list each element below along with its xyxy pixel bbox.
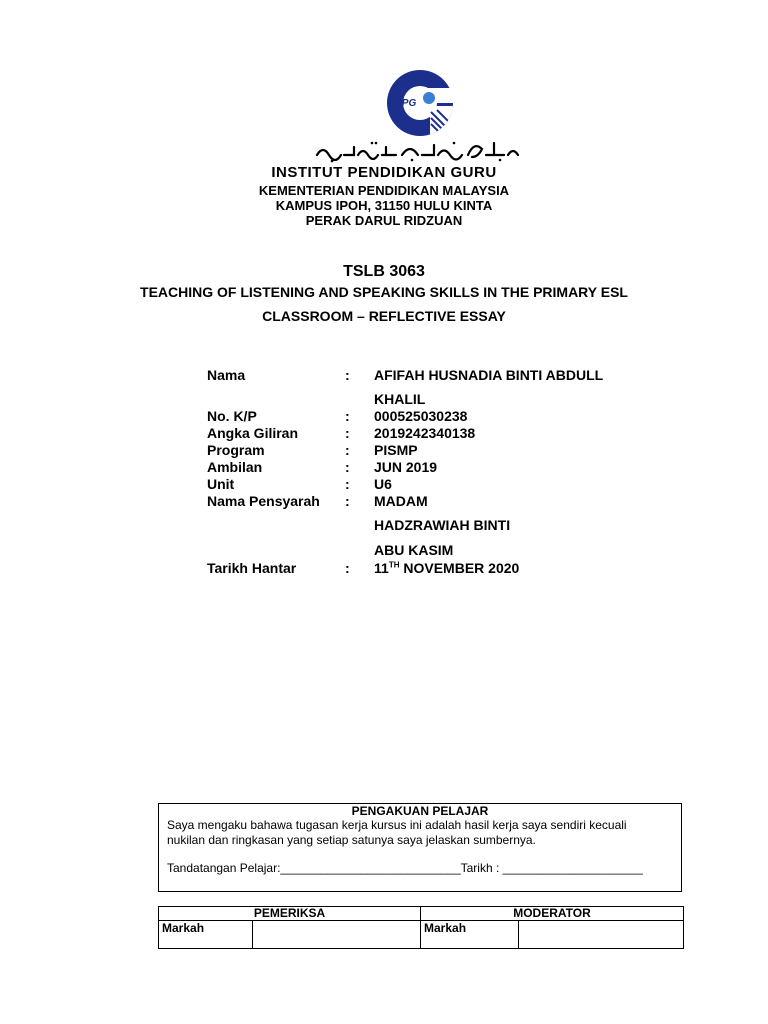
hantar-day: 11	[374, 560, 389, 576]
pensyarah-value-continued: ABU KASIM	[374, 542, 454, 558]
declaration-text-line-2: nukilan dan ringkasan yang setiap satunya saya jelaskan sumbernya.	[167, 833, 536, 847]
giliran-value: 2019242340138	[374, 425, 476, 441]
separator: :	[345, 476, 350, 492]
campus-address: KAMPUS IPOH, 31150 HULU KINTA	[275, 198, 493, 213]
svg-text:IPG: IPG	[399, 98, 417, 109]
state-name: PERAK DARUL RIDZUAN	[305, 213, 463, 228]
ambilan-label: Ambilan	[207, 459, 263, 475]
declaration-text-line-1: Saya mengaku bahawa tugasan kerja kursus ini adalah hasil kerja saya sendiri kecuali	[167, 818, 627, 832]
nama-value: AFIFAH HUSNADIA BINTI ABDULL	[374, 367, 604, 383]
hantar-month-year: NOVEMBER 2020	[399, 560, 520, 576]
signature-line: Tandatangan Pelajar:___________________________Tarikh : _____________________	[167, 861, 643, 875]
ipg-logo	[385, 68, 455, 138]
hantar-value	[374, 560, 519, 576]
ambilan-value: JUN 2019	[374, 459, 438, 475]
course-title-line-2: CLASSROOM – REFLECTIVE ESSAY	[262, 308, 506, 324]
kp-value: 000525030238	[374, 408, 468, 424]
separator: :	[345, 408, 350, 424]
jawi-script-graphic	[312, 137, 522, 163]
program-value: PISMP	[374, 442, 418, 458]
separator: :	[345, 425, 350, 441]
kp-label: No. K/P	[207, 408, 257, 424]
unit-label: Unit	[207, 476, 235, 492]
ministry-name: KEMENTERIAN PENDIDIKAN MALAYSIA	[258, 183, 510, 198]
moderator-marks-label: Markah	[421, 921, 519, 949]
pensyarah-label: Nama Pensyarah	[207, 493, 320, 509]
examiner-marks-label: Markah	[159, 921, 253, 949]
separator: :	[345, 560, 350, 576]
separator: :	[345, 493, 350, 509]
declaration-box	[158, 803, 682, 892]
institution-name: INSTITUT PENDIDIKAN GURU	[271, 164, 497, 181]
course-title-line-1: TEACHING OF LISTENING AND SPEAKING SKILLS IN THE PRIMARY ESL	[140, 284, 628, 300]
program-label: Program	[207, 442, 265, 458]
declaration-heading: PENGAKUAN PELAJAR	[351, 804, 489, 818]
course-code: TSLB 3063	[343, 263, 425, 280]
examiner-header: PEMERIKSA	[159, 907, 421, 921]
giliran-label: Angka Giliran	[207, 425, 299, 441]
hantar-label: Tarikh Hantar	[207, 560, 297, 576]
examiner-marks-cell	[253, 921, 421, 949]
nama-label: Nama	[207, 367, 246, 383]
verification-table	[158, 906, 684, 949]
pensyarah-value: MADAM	[374, 493, 428, 509]
separator: :	[345, 442, 350, 458]
moderator-header: MODERATOR	[421, 907, 684, 921]
moderator-marks-cell	[519, 921, 684, 949]
pensyarah-value-continued: HADZRAWIAH BINTI	[374, 517, 511, 533]
unit-value: U6	[374, 476, 392, 492]
separator: :	[345, 459, 350, 475]
nama-value-continued: KHALIL	[374, 391, 426, 407]
hantar-suffix: TH	[388, 560, 400, 570]
separator: :	[345, 367, 350, 383]
